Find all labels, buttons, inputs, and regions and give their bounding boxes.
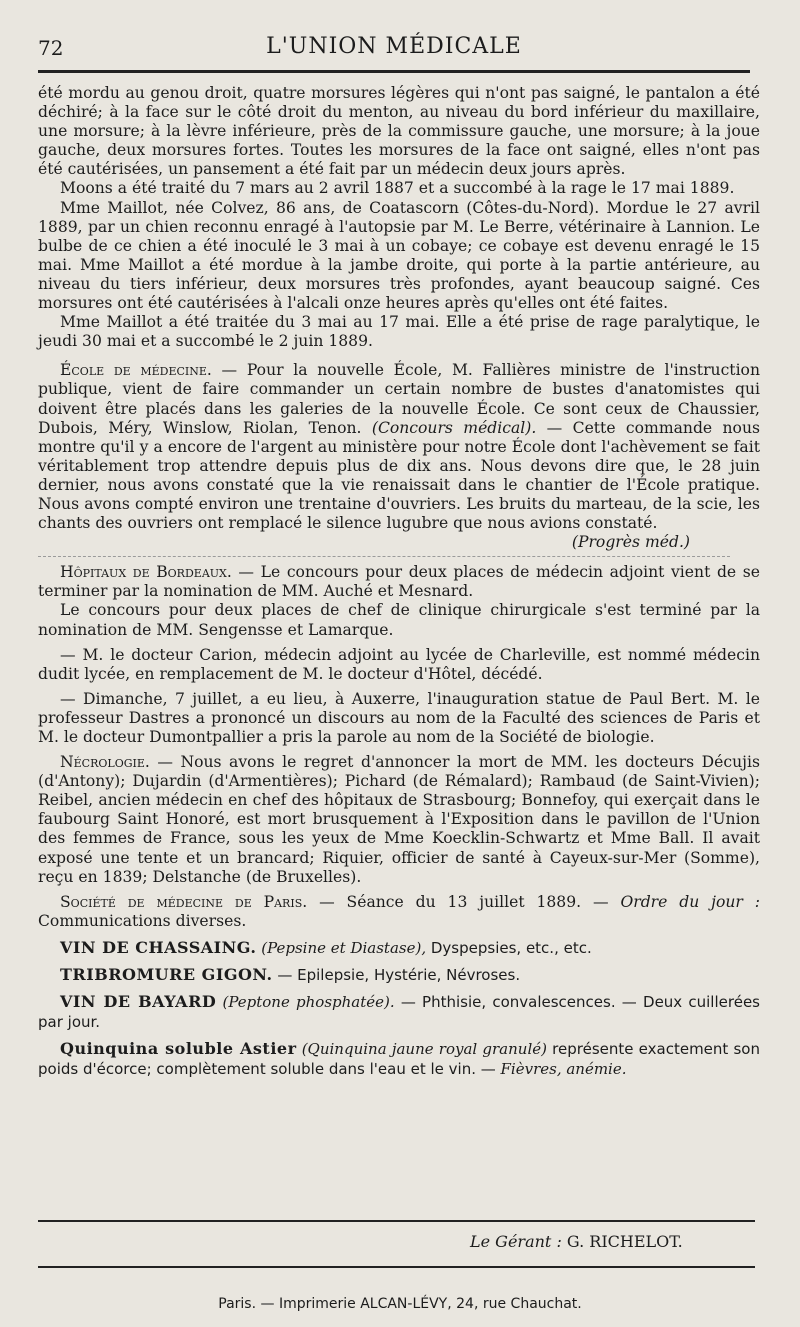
paragraph-bites: été mordu au genou droit, quatre morsures légères qui n'ont pas saigné, le pantalon a été déchiré; à la face sur le côté droit du menton, au niveau du bord inférieur du maxillaire, une morsure; à la lèvre inférieure, près de la commissure gauche, une morsure; à la joue gauche, deux morsures fortes. Toutes les morsures de la face ont saigné, elles n'ont pas été cautérisées, un pansement a été fait par un médecin deux jours après. [38,84,760,179]
section-heading-societe: Société de médecine de Paris. [60,892,308,911]
section-heading-necrologie: Nécrologie. [60,753,150,772]
gerant-signature: Le Gérant : G. RICHELOT. [470,1232,683,1251]
page-number: 72 [38,36,64,60]
paragraph-ecole: École de médecine. — Pour la nouvelle École, M. Fallières ministre de l'instruction publique, vient de faire commander un certain nombre de bustes d'anatomistes qui doivent être placés dans les galeries de la nouvelle École. Ce sont ceux de Chaussier, Dubois, Méry, Winslow, Riolan, Tenon. (Concours médical). — Cette commande nous montre qu'il y a encore de l'argent au ministère pour notre École dont l'achèvement se fait véritablement trop attendre depuis plus de dix ans. Nous devons dire que, le 28 juin dernier, nous avons constaté que la vie renaissait dans le chantier de l'École pratique. Nous avons compté environ une trentaine d'ouvriers. Les bruits du marteau, de la scie, les chants des ouvriers ont remplacé le silence lugubre que nous avions constaté. [38,361,760,533]
honorific: Mme [60,313,100,332]
advert-quinquina: Quinquina soluble Astier (Quinquina jaune royal granulé) représente exactement son poids d'écorce; complètement soluble dans l'eau et le vin. — Fièvres, anémie. [38,1038,760,1078]
section-heading-hopitaux: Hôpitaux de Bordeaux. [60,563,232,582]
advert-vin-chassaing: VIN DE CHASSAING. (Pepsine et Diastase), Dyspepsies, etc., etc. [60,937,592,957]
paragraph-carion: — M. le docteur Carion, médecin adjoint au lycée de Charleville, est nommé médecin dudit lycée, en remplacement de M. le docteur d'Hôtel, décédé. [38,645,760,683]
paragraph-maillot-treatment: Mme Maillot a été traitée du 3 mai au 17 mai. Elle a été prise de rage paralytique, le jeudi 30 mai et a succombé le 2 juin 1889. [38,313,760,351]
section-separator [38,556,730,557]
advert-tribromure: TRIBROMURE GIGON. — Epilepsie, Hystérie, Névroses. [60,964,521,984]
paragraph-auxerre: — Dimanche, 7 juillet, a eu lieu, à Auxerre, l'inauguration statue de Paul Bert. M. le professeur Dastres a prononcé un discours au nom de la Faculté des sciences de Paris et M. le docteur Dumontpallier a pris la parole au nom de la Société de biologie. [38,689,760,746]
paragraph-societe: Société de médecine de Paris. — Séance du 13 juillet 1889. — Ordre du jour : Communications diverses. [38,892,760,930]
credit-progres: (Progrès méd.) [571,533,690,552]
paragraph-concours: Le concours pour deux places de chef de clinique chirurgicale s'est terminé par la nomination de MM. Sengensse et Lamarque. [38,601,760,639]
paragraph-moons: Moons a été traité du 7 mars au 2 avril 1887 et a succombé à la rage le 17 mai 1889. [60,179,735,198]
honorific: Mme [60,198,100,217]
paragraph-hopitaux: Hôpitaux de Bordeaux. — Le concours pour deux places de médecin adjoint vient de se terminer par la nomination de MM. Auché et Mesnard. [38,563,760,601]
page-body [38,84,760,1079]
running-title: L'UNION MÉDICALE [266,34,522,59]
footer-rule-2 [38,1266,755,1268]
footer-rule [38,1220,755,1222]
paragraph-necrologie: Nécrologie. — Nous avons le regret d'annoncer la mort de MM. les docteurs Décujis (d'Antony); Dujardin (d'Armentières); Pichard (de Rémalard); Rambaud (de Saint-Vivien); Reibel, ancien médecin en chef des hôpitaux de Strasbourg; Bonnefoy, qui exerçait dans le faubourg Saint Honoré, est mort brusquement à l'Exposition dans le pavillon de l'Union des femmes de France, sous les yeux de Mme Koecklin-Schwartz et Mme Ball. Il avait exposé une tente et un brancard; Riquier, officier de santé à Cayeux-sur-Mer (Somme), reçu en 1839; Delstanche (de Bruxelles). [38,753,760,886]
header-rule [38,70,750,73]
printer-imprint: Paris. — Imprimerie ALCAN-LÉVY, 24, rue Chauchat. [218,1296,582,1312]
paragraph-maillot: Mme Maillot, née Colvez, 86 ans, de Coatascorn (Côtes-du-Nord). Mordue le 27 avril 1889, par un chien reconnu enragé à l'autopsie par M. Le Berre, vétérinaire à Lannion. Le bulbe de ce chien a été inoculé le 3 mai à un cobaye; ce cobaye est devenu enragé le 15 mai. Mme Maillot a été mordue à la jambe droite, qui porte à la partie antérieure, au niveau du tiers inférieur, deux morsures très profondes, ayant beaucoup saigné. Ces morsures ont été cautérisées à l'alcali onze heures après qu'elles ont été faites. [38,198,760,313]
page-header [38,30,750,64]
section-heading-ecole: École de médecine. [60,361,212,380]
advert-vin-bayard: VIN DE BAYARD (Peptone phosphatée). — Phthisie, convalescences. — Deux cuillerées par jour. [38,991,760,1031]
source-citation: (Concours médical). [371,418,537,437]
